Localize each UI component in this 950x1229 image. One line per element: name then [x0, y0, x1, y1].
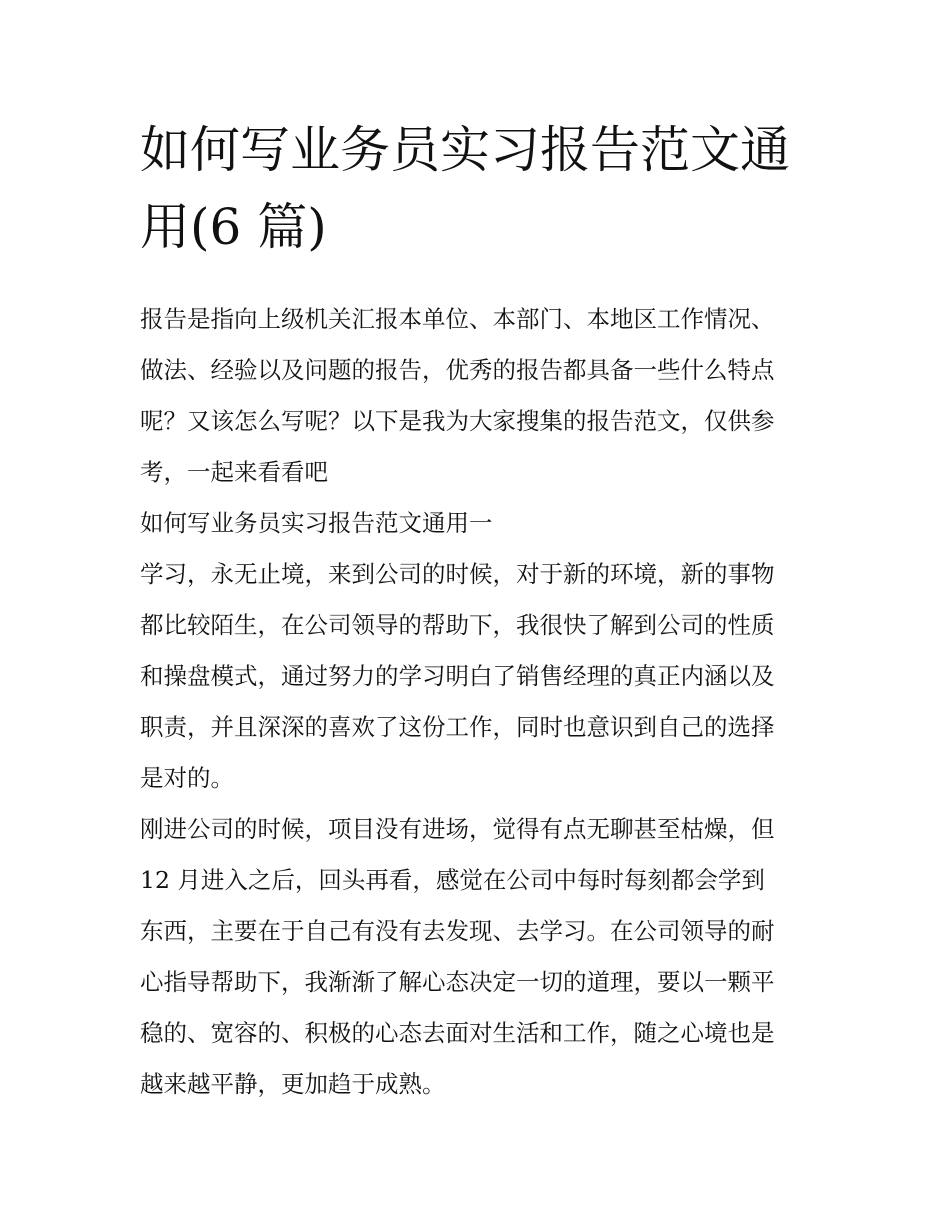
document-title: 如何写业务员实习报告范文通 用(6 篇)	[140, 121, 790, 256]
body-paragraph-2: 刚进公司的时候，项目没有进场，觉得有点无聊甚至枯燥，但 12 月进入之后，回头再看，感觉在公司中每时每刻都会学到 东西，主要在于自己有没有去发现、去学习。在公司领导的耐 心指导帮助下，我渐渐了解心态决定一切的道理，要以一颗平 稳的、宽容的、积极的心态去面对生活和工作，随之心境也是 越来越平静，更加趋于成熟。	[140, 815, 775, 1098]
section-heading: 如何写业务员实习报告范文通用一	[140, 509, 493, 537]
body-paragraph-1: 学习，永无止境，来到公司的时候，对于新的环境，新的事物 都比较陌生，在公司领导的帮助下，我很快了解到公司的性质 和操盘模式，通过努力的学习明白了销售经理的真正内涵以及 职责，并且深深的喜欢了这份工作，同时也意识到自己的选择 是对的。	[140, 560, 775, 792]
intro-paragraph: 报告是指向上级机关汇报本单位、本部门、本地区工作情况、 做法、经验以及问题的报告，优秀的报告都具备一些什么特点 呢？又该怎么写呢？以下是我为大家搜集的报告范文，仅供参 考，一起来看看吧	[140, 305, 775, 486]
document-page	[140, 112, 816, 1110]
document-body	[140, 294, 816, 1110]
